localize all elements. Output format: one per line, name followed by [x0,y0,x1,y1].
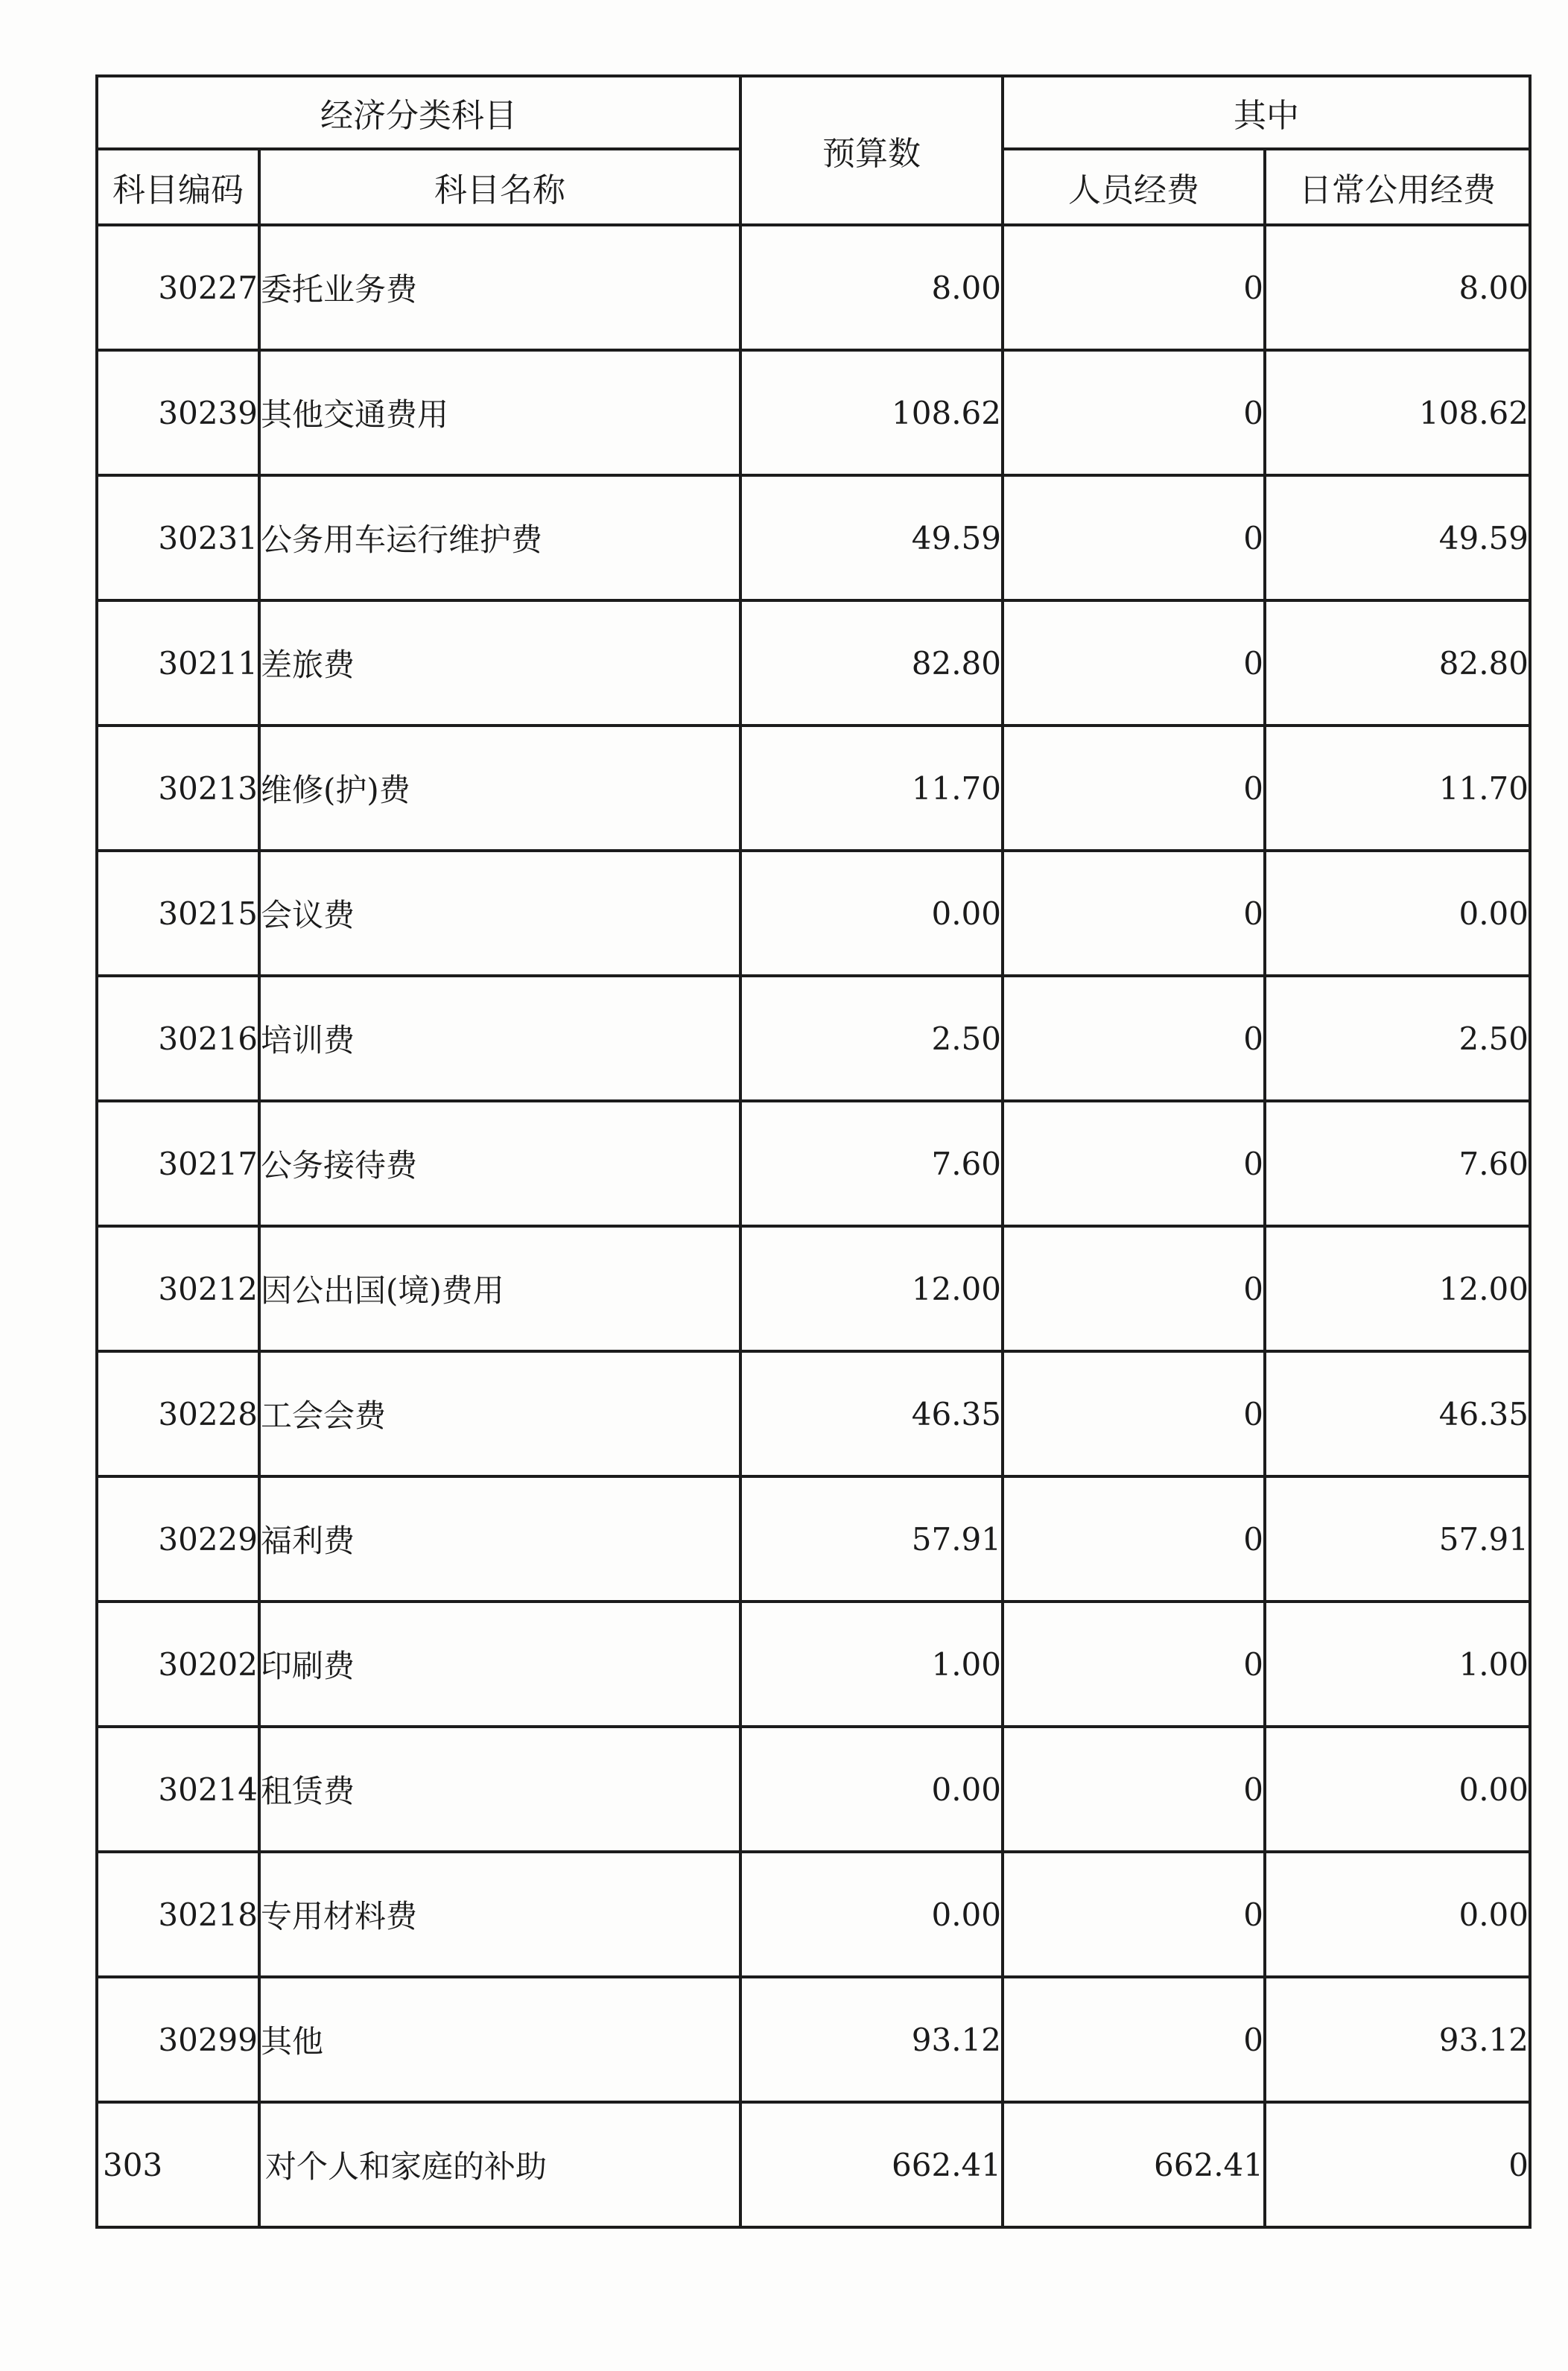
cell-code: 30227 [97,225,259,350]
table-row [97,2102,1530,2227]
table-row [97,976,1530,1101]
cell-budget: 1.00 [740,1602,1003,1727]
cell-budget: 108.62 [740,350,1003,475]
cell-budget: 0.00 [740,851,1003,976]
cell-name: 委托业务费 [259,225,740,350]
cell-public: 108.62 [1265,350,1530,475]
cell-name: 对个人和家庭的补助 [259,2102,740,2227]
cell-code: 30202 [97,1602,259,1727]
cell-name: 公务接待费 [259,1101,740,1226]
cell-public: 49.59 [1265,475,1530,600]
cell-name: 租赁费 [259,1727,740,1852]
table-row [97,350,1530,475]
cell-code: 30217 [97,1101,259,1226]
cell-budget: 662.41 [740,2102,1003,2227]
cell-budget: 46.35 [740,1351,1003,1476]
table-row [97,1602,1530,1727]
cell-public: 12.00 [1265,1226,1530,1351]
cell-budget: 7.60 [740,1101,1003,1226]
cell-code: 30229 [97,1476,259,1602]
cell-public: 1.00 [1265,1602,1530,1727]
cell-name: 其他 [259,1977,740,2102]
cell-personnel: 0 [1003,1101,1265,1226]
table-row [97,225,1530,350]
cell-budget: 2.50 [740,976,1003,1101]
cell-public: 93.12 [1265,1977,1530,2102]
cell-personnel: 0 [1003,600,1265,726]
table-row [97,726,1530,851]
cell-code: 30216 [97,976,259,1101]
cell-name: 福利费 [259,1476,740,1602]
cell-budget: 12.00 [740,1226,1003,1351]
cell-name: 培训费 [259,976,740,1101]
cell-name: 印刷费 [259,1602,740,1727]
cell-public: 2.50 [1265,976,1530,1101]
table-row [97,475,1530,600]
cell-budget: 49.59 [740,475,1003,600]
cell-public: 0.00 [1265,1852,1530,1977]
cell-budget: 0.00 [740,1727,1003,1852]
cell-budget: 8.00 [740,225,1003,350]
cell-public: 82.80 [1265,600,1530,726]
cell-name: 工会会费 [259,1351,740,1476]
cell-name: 因公出国(境)费用 [259,1226,740,1351]
header-of-which: 其中 [1003,76,1530,149]
table-row [97,1476,1530,1602]
cell-personnel: 0 [1003,1977,1265,2102]
cell-code: 30213 [97,726,259,851]
cell-personnel: 0 [1003,726,1265,851]
cell-personnel: 0 [1003,1226,1265,1351]
cell-personnel: 0 [1003,851,1265,976]
cell-code: 30218 [97,1852,259,1977]
cell-personnel: 0 [1003,350,1265,475]
cell-code: 30214 [97,1727,259,1852]
cell-code: 30228 [97,1351,259,1476]
cell-public: 57.91 [1265,1476,1530,1602]
cell-code: 303 [97,2102,259,2227]
cell-code: 30299 [97,1977,259,2102]
cell-personnel: 0 [1003,225,1265,350]
table-row [97,600,1530,726]
cell-code: 30211 [97,600,259,726]
table-row [97,1101,1530,1226]
cell-name: 差旅费 [259,600,740,726]
cell-public: 7.60 [1265,1101,1530,1226]
cell-code: 30239 [97,350,259,475]
cell-personnel: 0 [1003,976,1265,1101]
cell-personnel: 0 [1003,1727,1265,1852]
cell-name: 公务用车运行维护费 [259,475,740,600]
cell-budget: 0.00 [740,1852,1003,1977]
cell-code: 30215 [97,851,259,976]
table-row [97,851,1530,976]
table-row [97,1977,1530,2102]
cell-public: 0 [1265,2102,1530,2227]
cell-public: 0.00 [1265,1727,1530,1852]
cell-public: 46.35 [1265,1351,1530,1476]
table-row [97,1852,1530,1977]
cell-budget: 93.12 [740,1977,1003,2102]
header-name: 科目名称 [259,149,740,225]
cell-budget: 11.70 [740,726,1003,851]
cell-personnel: 0 [1003,1852,1265,1977]
cell-public: 11.70 [1265,726,1530,851]
table-row [97,1351,1530,1476]
cell-name: 其他交通费用 [259,350,740,475]
cell-name: 维修(护)费 [259,726,740,851]
cell-name: 会议费 [259,851,740,976]
cell-personnel: 0 [1003,1476,1265,1602]
header-budget: 预算数 [740,76,1003,225]
cell-personnel: 0 [1003,1602,1265,1727]
budget-table [95,74,1532,2229]
cell-budget: 57.91 [740,1476,1003,1602]
cell-personnel: 662.41 [1003,2102,1265,2227]
table-row [97,1226,1530,1351]
cell-name: 专用材料费 [259,1852,740,1977]
header-econ-category: 经济分类科目 [97,76,740,149]
cell-public: 0.00 [1265,851,1530,976]
header-code: 科目编码 [97,149,259,225]
cell-personnel: 0 [1003,1351,1265,1476]
cell-personnel: 0 [1003,475,1265,600]
table-row [97,1727,1530,1852]
header-personnel: 人员经费 [1003,149,1265,225]
cell-budget: 82.80 [740,600,1003,726]
cell-public: 8.00 [1265,225,1530,350]
header-daily-public: 日常公用经费 [1265,149,1530,225]
cell-code: 30231 [97,475,259,600]
cell-code: 30212 [97,1226,259,1351]
